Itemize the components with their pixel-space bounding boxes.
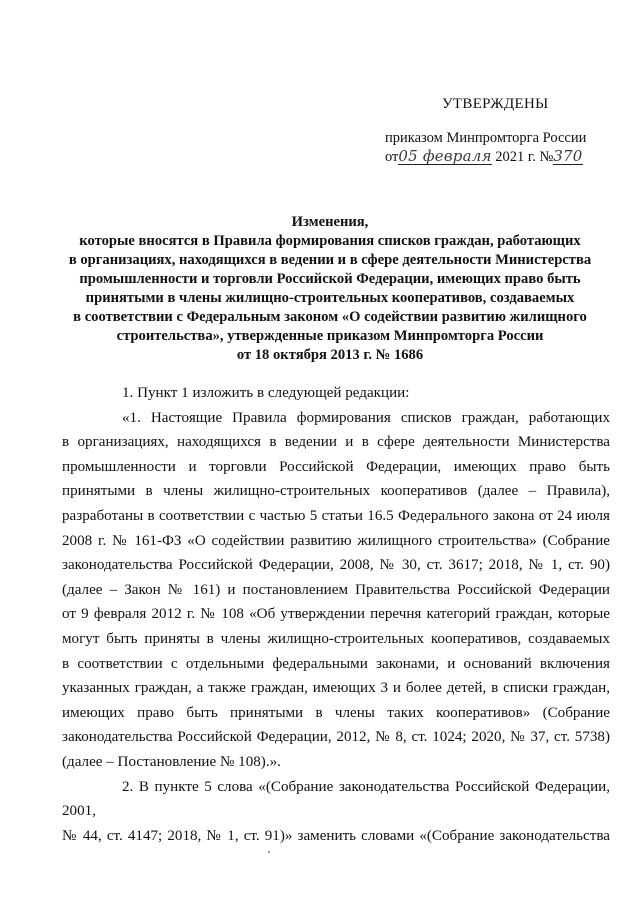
body-line: в соответствии с отдельными федеральными законами, и оснований включения <box>62 655 610 672</box>
body-line: 2. В пункте 5 слова «(Собрание законодательства Российской Федерации, 2001, <box>62 778 610 820</box>
heading-line: от 18 октября 2013 г. № 1686 <box>236 347 424 363</box>
body-line: принятыми в члены жилищно-строительных кооперативов (далее – Правила), <box>62 483 610 500</box>
date-prefix: от <box>385 149 399 165</box>
body-line: имеющих право быть принятыми в члены таких кооперативов» (Собрание <box>62 704 610 721</box>
body-line: разработаны в соответствии с частью 5 статьи 16.5 Федерального закона от 24 июля <box>62 507 610 524</box>
approved-title: УТВЕРЖДЕНЫ <box>442 96 549 112</box>
heading-line: в организациях, находящихся в ведении и в сфере деятельности Министерства <box>68 252 592 268</box>
body-line: (далее – Постановление № 108).». <box>62 753 281 770</box>
document-body <box>62 381 610 848</box>
document-heading <box>50 213 610 365</box>
scan-speck <box>268 851 270 853</box>
heading-line: промышленности и торговли Российской Федерации, имеющих право быть <box>79 271 581 287</box>
handwritten-number: 370 <box>553 147 583 165</box>
approved-date-line <box>385 148 583 166</box>
approved-order: приказом Минпромторга России <box>385 130 587 146</box>
heading-line: строительства», утвержденные приказом Минпромторга России <box>116 328 544 344</box>
body-line: могут быть приняты в члены жилищно-строительных кооперативов, создаваемых <box>62 630 610 647</box>
heading-line: которые вносятся в Правила формирования списков граждан, работающих <box>79 233 581 249</box>
body-line: от 9 февраля 2012 г. № 108 «Об утверждении перечня категорий граждан, которые <box>62 606 610 623</box>
body-line: законодательства Российской Федерации, 2008, № 30, ст. 3617; 2018, № 1, ст. 90) <box>62 557 610 574</box>
body-line: № 44, ст. 4147; 2018, № 1, ст. 91)» заменить словами «(Собрание законодательства <box>62 827 610 844</box>
body-line: в организациях, находящихся в ведении и в сфере деятельности Министерства <box>62 434 610 451</box>
body-line: указанных граждан, а также граждан, имеющих 3 и более детей, в списки граждан, <box>62 680 610 697</box>
body-line: законодательства Российской Федерации, 2012, № 8, ст. 1024; 2020, № 37, ст. 5738) <box>62 729 610 746</box>
body-line: промышленности и торговли Российской Федерации, имеющих право быть <box>62 458 610 475</box>
date-year: 2021 г. № <box>495 149 554 165</box>
body-line: (далее – Закон № 161) и постановлением Правительства Российской Федерации <box>62 581 610 598</box>
heading-line: в соответствии с Федеральным законом «О содействии развитию жилищного <box>73 309 587 325</box>
body-line: «1. Настоящие Правила формирования списков граждан, работающих <box>122 409 610 426</box>
body-line: 2008 г. № 161-ФЗ «О содействии развитию жилищного строительства» (Собрание <box>62 532 610 549</box>
heading-line: принятыми в члены жилищно-строительных кооперативов, создаваемых <box>85 290 575 306</box>
handwritten-date: 05 февраля <box>398 147 492 165</box>
point-1-intro: 1. Пункт 1 изложить в следующей редакции: <box>122 385 410 401</box>
heading-line: Изменения, <box>291 214 369 230</box>
